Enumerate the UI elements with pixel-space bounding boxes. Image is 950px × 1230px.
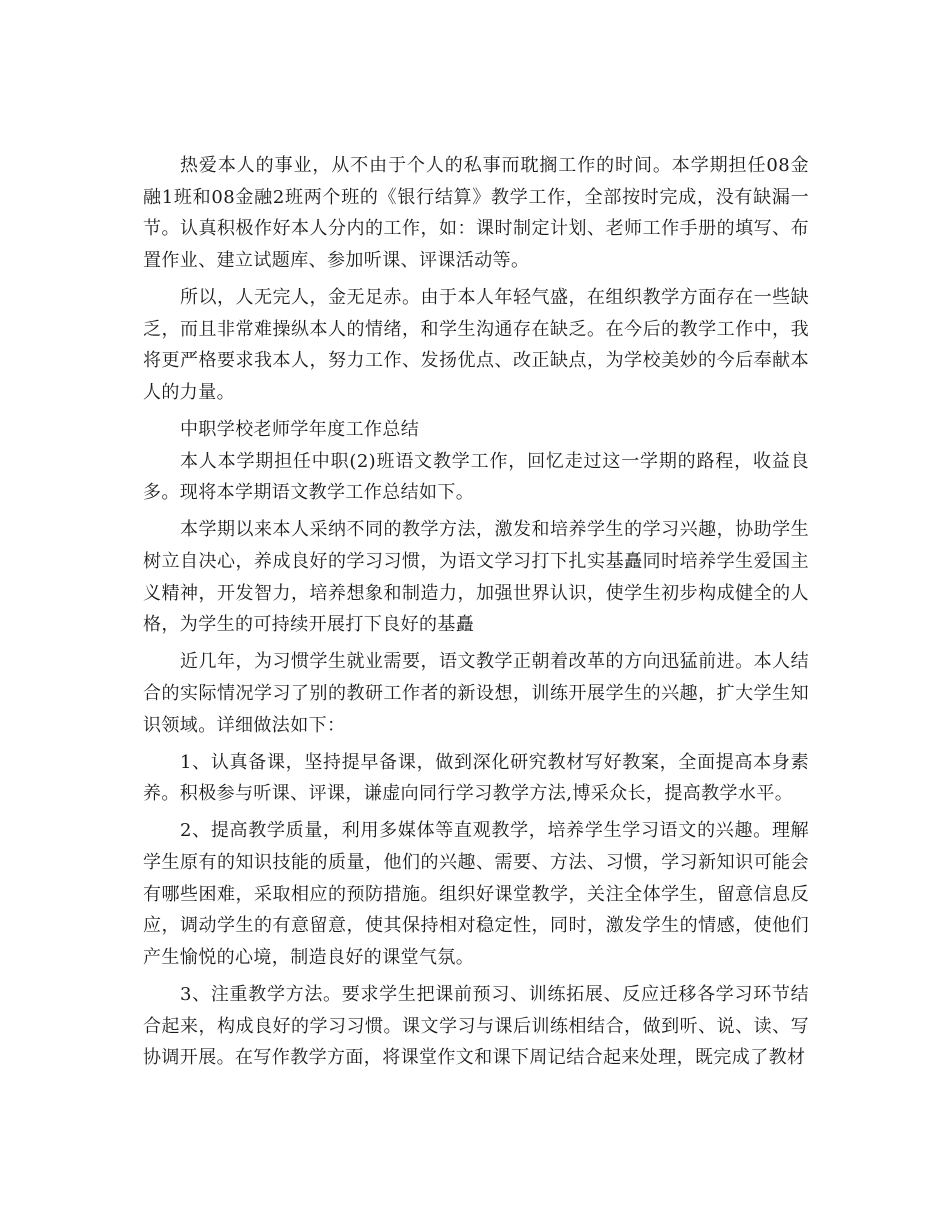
paragraph-self-reflection: 所以，人无完人，金无足赤。由于本人年轻气盛，在组织教学方面存在一些缺乏，而且非常难操纵本人的情绪，和学生沟通存在缺乏。在今后的教学工作中，我将更严格要求我本人，努力工作、发扬优点、改正缺点，为学校美妙的今后奉献本人的力量。 (143, 287, 809, 404)
document-body (143, 150, 809, 1079)
paragraph-item-3: 3、注重教学方法。要求学生把课前预习、训练拓展、反应迁移各学习环节结合起来，构成良好的学习习惯。课文学习与课后训练相结合，做到听、说、读、写协调开展。在写作教学方面，将课堂作文和课下周记结合起来处理，既完成了教材 (143, 983, 809, 1069)
paragraph-reform: 近几年，为习惯学生就业需要，语文教学正朝着改革的方向迅猛前进。本人结合的实际情况学习了别的教研工作者的新设想，训练开展学生的兴趣，扩大学生知识领域。详细做法如下： (143, 651, 809, 736)
paragraph-intro: 本人本学期担任中职(2)班语文教学工作，回忆走过这一学期的路程，收益良多。现将本学期语文教学工作总结如下。 (143, 450, 809, 504)
paragraph-item-2: 2、提高教学质量，利用多媒体等直观教学，培养学生学习语文的兴趣。理解学生原有的知识技能的质量，他们的兴趣、需要、方法、习惯，学习新知识可能会有哪些困难，采取相应的预防措施。组织好课堂教学，关注全体学生，留意信息反应，调动学生的有意留意，使其保持相对稳定性，同时，激发学生的情感，使他们产生愉悦的心境，制造良好的课堂气氛。 (143, 820, 809, 968)
section-title: 中职学校老师学年度工作总结 (180, 419, 420, 440)
paragraph-teaching-methods: 本学期以来本人采纳不同的教学方法，激发和培养学生的学习兴趣，协助学生树立自决心，养成良好的学习习惯，为语文学习打下扎实基矗同时培养学生爱国主义精神，开发智力，培养想象和制造力，加强世界认识，使学生初步构成健全的人格，为学生的可持续开展打下良好的基矗 (143, 519, 809, 636)
paragraph-work-attitude: 热爱本人的事业，从不由于个人的私事而耽搁工作的时间。本学期担任08金融1班和08金融2班两个班的《银行结算》教学工作，全部按时完成，没有缺漏一节。认真积极作好本人分内的工作，如：课时制定计划、老师工作手册的填写、布置作业、建立试题库、参加听课、评课活动等。 (143, 155, 809, 272)
paragraph-item-1: 1、认真备课，坚持提早备课，做到深化研究教材写好教案，全面提高本身素养。积极参与听课、评课，谦虚向同行学习教学方法,博采众长，提高教学水平。 (143, 751, 809, 805)
